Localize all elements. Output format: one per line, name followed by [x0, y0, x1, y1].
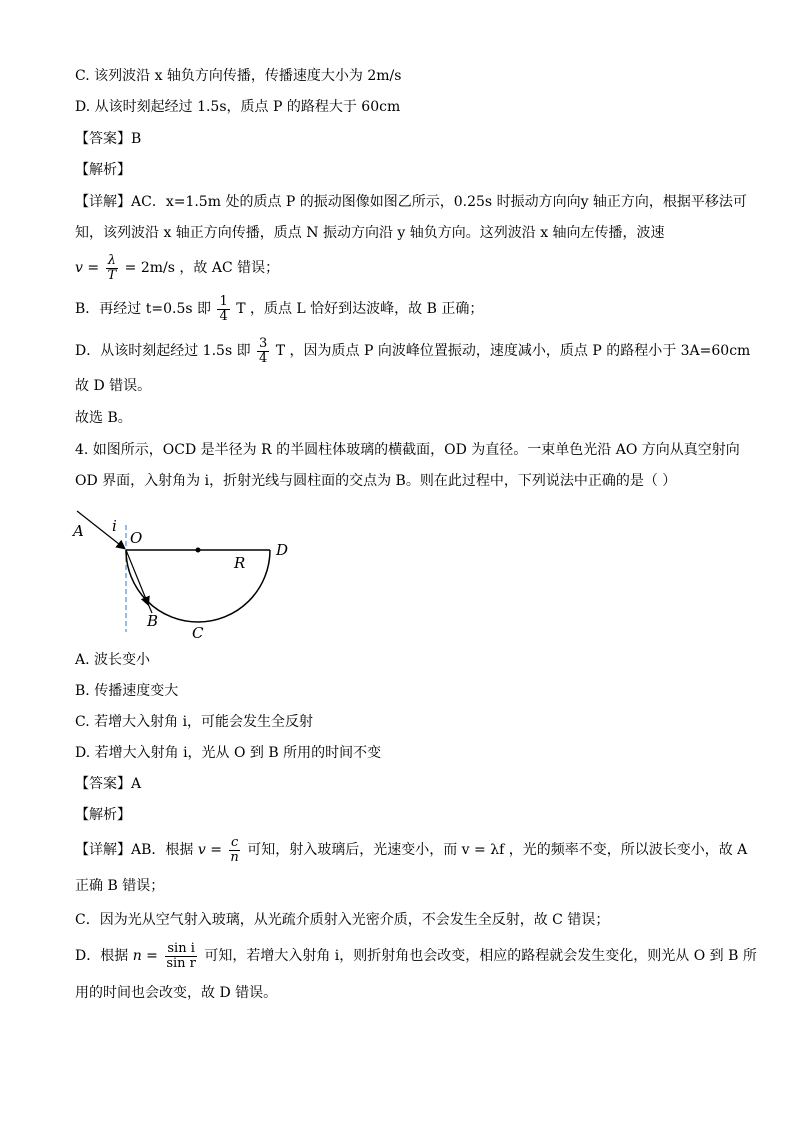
fraction-denominator: n: [230, 849, 239, 865]
q4-option-c: C. 若增大入射角 i，可能会发生全反射: [75, 714, 314, 730]
q4-semicircle-figure: [70, 505, 310, 645]
label-d: D: [276, 541, 289, 559]
b-analysis-post: T ，质点 L 恰好到达波峰，故 B 正确；: [236, 301, 484, 317]
q4-ab-analysis: [75, 832, 747, 868]
q4-option-a: A. 波长变小: [75, 652, 151, 668]
q3-detail-line2: 知，该列波沿 x 轴正方向传播，质点 N 振动方向沿 y 轴负方向。这列波沿 x 轴向左传播，波速: [75, 225, 665, 241]
fraction-denominator: 4: [219, 308, 228, 324]
label-i: i: [112, 517, 117, 535]
q4-option-d: D. 若增大入射角 i，光从 O 到 B 所用的时间不变: [75, 745, 382, 761]
q3-analysis-label: 【解析】: [75, 162, 131, 178]
fraction-numerator: 1: [219, 293, 228, 309]
label-r: R: [234, 554, 246, 572]
refracted-ray-extension: [146, 599, 152, 613]
q3-answer: 【答案】B: [75, 131, 142, 147]
ab-formula-lhs: v =: [197, 842, 222, 858]
fraction-numerator: sin i: [167, 940, 195, 956]
fraction-numerator: c: [230, 834, 239, 850]
q4-analysis-label: 【解析】: [75, 807, 131, 823]
q4-c-analysis: C．因为光从空气射入玻璃，从光疏介质射入光密介质，不会发生全反射，故 C 错误；: [75, 912, 610, 928]
q3-conclusion: 故选 B。: [75, 410, 132, 426]
d-analysis-post: T ，因为质点 P 向波峰位置振动，速度减小，质点 P 的路程小于 3A=60cm: [275, 343, 751, 359]
q4-d-analysis: [75, 937, 757, 975]
d-analysis-pre: D．从该时刻起经过 1.5s 即: [75, 343, 251, 359]
q3-velocity-formula: [75, 251, 279, 285]
ab-analysis-pre: 【详解】AB．根据: [75, 842, 194, 858]
formula-lhs: v =: [75, 260, 100, 276]
q3-d-line2: 故 D 错误。: [75, 378, 152, 394]
formula-rhs: = 2m/s ，故 AC 错误；: [124, 260, 280, 276]
d-analysis-pre: D．根据: [75, 948, 129, 964]
refracted-ray: [126, 550, 148, 604]
q3-option-c: C. 该列波沿 x 轴负方向传播，传播速度大小为 2m/s: [75, 68, 402, 84]
q4-ab-line2: 正确 B 错误；: [75, 878, 165, 894]
q3-option-b-analysis: [75, 292, 483, 326]
b-analysis-pre: B．再经过 t=0.5s 即: [75, 301, 211, 317]
q4-stem-line2: OD 界面，入射角为 i，折射光线与圆柱面的交点为 B。则在此过程中，下列说法中正确的是（ ）: [75, 473, 677, 489]
ab-analysis-post: 可知，射入玻璃后，光速变小，而 v = λf ，光的频率不变，所以波长变小，故 A: [247, 842, 748, 858]
fraction-denominator: sin r: [166, 955, 196, 971]
d-analysis-post: 可知，若增大入射角 i，则折射角也会改变，相应的路程就会发生变化，则光从 O 到 B 所: [204, 948, 757, 964]
label-b: B: [147, 612, 159, 630]
fraction-denominator: 4: [259, 350, 268, 366]
fraction-numerator: 3: [259, 335, 268, 351]
fraction-sini-over-sinr: [164, 942, 198, 971]
q3-detail-line1: 【详解】AC．x=1.5m 处的质点 P 的振动图像如图乙所示，0.25s 时振动方向向y 轴正方向，根据平移法可: [75, 194, 747, 210]
q4-answer: 【答案】A: [75, 776, 142, 792]
d-formula-lhs: n =: [132, 948, 158, 964]
center-point: [196, 548, 201, 553]
label-c: C: [192, 624, 204, 642]
fraction-three-quarters: [257, 337, 269, 366]
label-o: O: [130, 529, 143, 547]
q4-option-b: B. 传播速度变大: [75, 683, 179, 699]
fraction-denominator: T: [107, 267, 117, 283]
q3-option-d: D. 从该时刻起经过 1.5s，质点 P 的路程大于 60cm: [75, 99, 401, 115]
fraction-numerator: λ: [107, 252, 116, 268]
q4-d-line2: 用的时间也会改变，故 D 错误。: [75, 985, 278, 1001]
fraction-one-quarter: [217, 295, 229, 324]
incident-ray: [77, 511, 124, 548]
q3-option-d-analysis: [75, 334, 750, 368]
fraction-c-over-n: [228, 836, 240, 865]
label-a: A: [73, 522, 84, 540]
q4-stem-line1: 4. 如图所示，OCD 是半径为 R 的半圆柱体玻璃的横截面，OD 为直径。一束单色光沿 AO 方向从真空射向: [75, 442, 740, 458]
fraction-lambda-over-t: [106, 254, 119, 283]
